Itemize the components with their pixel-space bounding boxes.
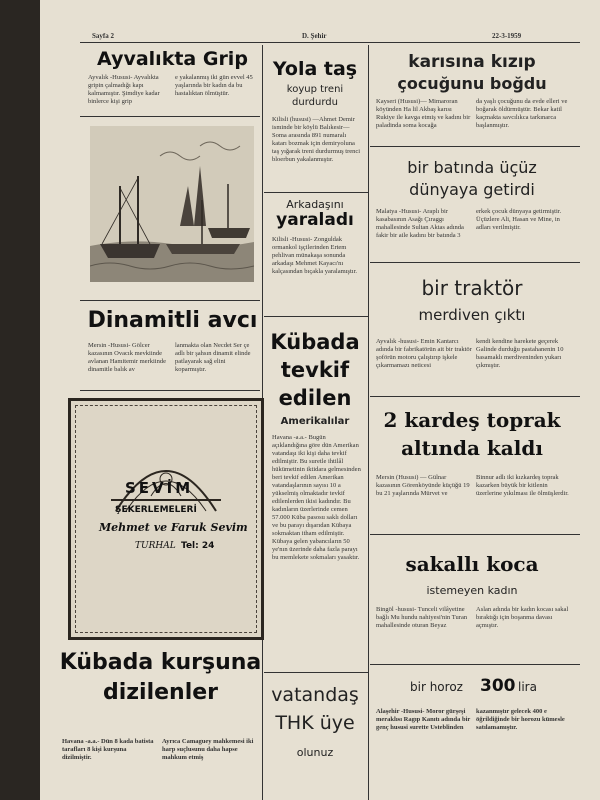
sevim-advertisement — [68, 398, 264, 640]
rule — [264, 192, 368, 193]
yaraladi-headline-2: yaraladı — [276, 210, 354, 230]
ship-illustration — [90, 126, 254, 282]
kubada-tevkif-headline-3: edilen — [278, 386, 352, 410]
traktor-text-left: Ayvalık -hususi- Emin Kantarcı adında bir fabrikatörün ait bir traktör şoförün motoru çalıştırıp işkele çıkarmamazı neticesi — [376, 338, 472, 369]
batin-headline-1: bir batında üçüz — [407, 158, 537, 177]
horoz-text-right: kazanmıştır gelecek 400 e öğrildiğinde bir horozu kümesle satılamamıştır. — [476, 708, 565, 731]
newspaper-page — [40, 0, 600, 800]
dinamit-text-right: lanmakta olan Necdet Ser çe adlı bir şahsın dinamit elinde patlayarak sağ elini koparmıştır. — [175, 342, 251, 373]
ad-rule — [111, 499, 221, 501]
column-rule-right — [368, 45, 369, 800]
sakalli-sub: istemeyen kadın — [426, 584, 518, 597]
rule — [80, 300, 260, 301]
kubada-tevkif-text: Havana -a.a.- Bugün açıklandığına göre dün Amerikan vatandaşı iki kişi daha tevkif edilmiştir. Bu suretle ihtilâl hükümetinin iktidara gelmesinden beri tevkif edilen Amerikan vatandaşlarının sayısı 10 a yükselmiş olmaktadır tevkif edilenlerden ikisi kadındır. Bu kadınların üzerlerinde cemen 57.000 Küba pasosu saklı dolları ve bu parayı dışarıdan Kübaya sokmaktan itham edilmiştir. Kübaya gelen yabancıların 50 ye'nın üzerinde daha fazla parayı bu memlekete sokmaları yasaktır. — [272, 434, 361, 561]
rule — [80, 390, 260, 391]
ad-city: TURHAL — [135, 541, 176, 551]
yolatas-sub-2: durdurdu — [292, 97, 338, 108]
page-number: Sayfa 2 — [92, 32, 114, 40]
dinamit-headline: Dinamitli avcı — [87, 308, 258, 333]
yolatas-headline: Yola taş — [272, 58, 358, 80]
ayvalik-headline: Ayvalıkta Grip — [97, 48, 248, 70]
ad-owners: Mehmet ve Faruk Sevim — [99, 521, 248, 534]
yaraladi-headline-1: Arkadaşını — [286, 198, 344, 211]
kubada-kursun-text-right: Ayrıca Camaguey mahkemesi iki harp suçlusunu daha hapse mahkum etmiş — [162, 738, 254, 761]
rule — [80, 116, 260, 117]
traktor-headline-2: merdiven çıktı — [418, 306, 526, 324]
karisina-headline-1: karısına kızıp — [408, 52, 536, 72]
yolatas-sub-1: koyup treni — [286, 84, 344, 95]
rule — [370, 262, 580, 263]
sakalli-text-right: Aslan adında bir kadın kocası sakal bıraktığı için boşanma davası açmıştır. — [476, 606, 569, 629]
yolatas-text: Kilisli (hususi) —Ahmet Demir isminde bir köylü Balıkesir—Soma arasında 891 numaralı katarı bozmak için demiryoluna taş yığarak treni durdurmuş trenci bloerbun yakalanmıştır. — [272, 116, 361, 163]
traktor-headline-1: bir traktör — [421, 276, 523, 300]
header-rule — [80, 42, 580, 43]
rule — [370, 146, 580, 147]
kubada-tevkif-sub: Amerikalılar — [280, 416, 350, 427]
kubada-kursun-headline-1: Kübada kurşuna — [59, 650, 262, 675]
kardes-text-right: Binnur adlı iki kızkardeş toprak kazarken büyük bir kitlenin üzerlerine yıkılması ile ölmüşlerdir. — [476, 474, 569, 497]
ad-brand: SEVİM — [125, 479, 194, 497]
sakalli-text-left: Bingöl -hususi- Tunceli vilâyetine bağlı Mu hundu nahiyesi'nin Turan mahallesinde oturan Beyaz — [376, 606, 468, 629]
kardes-headline-2: altında kaldı — [401, 436, 543, 460]
ayvalik-text-right: e yakalanmış iki gün evvel 45 yaşlarında bir kadın da bu hastalıktan ölmüştür. — [175, 74, 253, 97]
yaraladi-text: Kilisli -Hususi- Zonguldak ormankol işçilerinden Ertem pehlivan münakaşa sonunda arkadaşı Mehmet Kayacı'nı kalçasından bıçakla yaralamıştır. — [272, 236, 358, 275]
traktor-text-right: kendi kendine harekete geçerek Galinde durduğu pastahanenin 10 basamaklı merdiveninden yukarı çıkmıştır. — [476, 338, 564, 369]
rule — [370, 664, 580, 665]
ad-line2: ŞEKERLEMELERİ — [115, 505, 197, 515]
horoz-text-left: Alaşehir -Hususi- Moror gürşeşi meraklısı Ragıp Kanıtı adında bir genç hususi surette Usteblinden — [376, 708, 471, 731]
batin-text-left: Malatya -Hususi- Araplı bir kasabasının Asağı Çıraggı mahallesinde Sultan Aktas adında fakir bir aile kadını bir batında 3 — [376, 208, 464, 239]
rule — [370, 534, 580, 535]
karisina-headline-2: çocuğunu boğdu — [397, 74, 547, 93]
dinamit-text-left: Mersin -Hususi- Gölcer kazasının Ovacık mevkiinde avlanan Hamitemir merkiinde dinamitle balık av — [88, 342, 166, 373]
horoz-headline-post: lira — [518, 680, 537, 694]
karisina-text-right: da yaşlı çocuğunu da evde elleri ve boğarak öldürmüştür. Bekar katil kaçmakta savcılıkca tarkınarca başlanmıştır. — [476, 98, 568, 129]
ad-phone: Tel: 24 — [181, 541, 215, 551]
horoz-headline-num: 300 — [480, 676, 516, 696]
vatandas-line2: THK üye — [275, 712, 355, 734]
rule — [264, 672, 368, 673]
rule — [370, 396, 580, 397]
kardes-text-left: Mersin (Hususi) — Gülnar kazasının Görenköyünde küçüğü 19 bu 21 yaşlarında Mürvet ve — [376, 474, 470, 497]
kubada-tevkif-headline-1: Kübada — [270, 330, 360, 354]
karisina-text-left: Kayseri (Hususi)— Mimaroran köyünden Ha lil Akbaş karısı Rukiye ile kavga etmiş ve kadını bir paladinda soma kocağa — [376, 98, 471, 129]
ayvalik-text-left: Ayvalık -Hususi- Ayvalıkta gripin çalmadığı kapı kalmamıştır. Şimdiye kadar binlerce kişi grip — [88, 74, 160, 105]
sakalli-headline: sakallı koca — [405, 552, 539, 576]
kubada-tevkif-headline-2: tevkif — [280, 358, 350, 382]
vatandas-line1: vatandaş — [271, 684, 359, 706]
paper-name: D. Şehir — [302, 32, 327, 40]
kubada-kursun-headline-2: dizilenler — [102, 680, 219, 705]
batin-text-right: erkek çocuk dünyaya getirmiştir. Üçüzlere Ali, Hasan ve Mine, in adları verilmiştir. — [476, 208, 562, 231]
batin-headline-2: dünyaya getirdi — [409, 180, 535, 199]
vatandas-line3: olunuz — [296, 746, 334, 759]
rule — [264, 316, 368, 317]
kardes-headline-1: 2 kardeş toprak — [383, 408, 561, 432]
issue-date: 22-3-1959 — [492, 32, 522, 40]
horoz-headline-pre: bir horoz — [410, 680, 463, 694]
kubada-kursun-text-left: Havana -a.a.- Dün 8 kada batista tarafları 8 kişi kurşuna dizilmiştir. — [62, 738, 154, 761]
